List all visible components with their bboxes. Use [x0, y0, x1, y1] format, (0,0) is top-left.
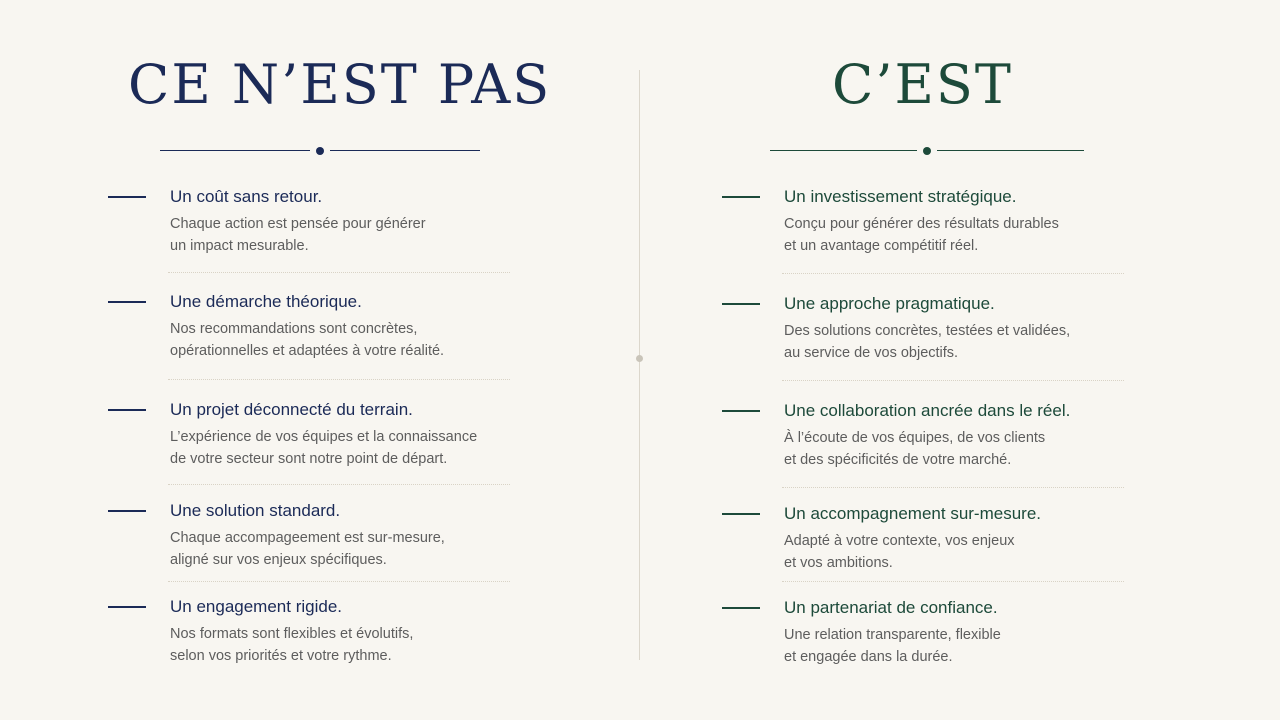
item-separator — [782, 273, 1124, 274]
item-description: Conçu pour générer des résultats durables et un avantage compétitif réel. — [784, 216, 1059, 254]
item-title: Un engagement rigide. — [170, 597, 343, 616]
dash-icon — [722, 513, 760, 515]
item-title: Une approche pragmatique. — [784, 294, 995, 313]
item-separator — [168, 379, 510, 380]
dash-icon — [108, 409, 146, 411]
item-separator — [168, 581, 510, 582]
dash-icon — [722, 196, 760, 198]
dash-icon — [108, 196, 146, 198]
dash-icon — [108, 606, 146, 608]
heading-is: C’EST — [832, 53, 1013, 116]
item-description: Chaque accompageement est sur-mesure, aligné sur vos enjeux spécifiques. — [170, 530, 445, 568]
item-title: Un accompagnement sur-mesure. — [784, 504, 1042, 523]
item-description: Une relation transparente, flexible et engagée dans la durée. — [784, 627, 1001, 665]
item-separator — [782, 380, 1124, 381]
item-title: Un partenariat de confiance. — [784, 598, 998, 617]
dash-icon — [108, 510, 146, 512]
divider-dot-icon — [636, 355, 643, 362]
item-separator — [782, 581, 1124, 582]
item-description: Des solutions concrètes, testées et validées, au service de vos objectifs. — [784, 323, 1071, 361]
center-divider — [639, 70, 640, 660]
item-title: Un investissement stratégique. — [784, 187, 1017, 206]
item-separator — [782, 487, 1124, 488]
dash-icon — [722, 303, 760, 305]
heading-not: CE N’EST PAS — [128, 53, 552, 116]
item-separator — [168, 484, 510, 485]
item-description: À l’écoute de vos équipes, de vos clients et des spécificités de votre marché. — [784, 430, 1046, 468]
item-description: Nos recommandations sont concrètes, opérationnelles et adaptées à votre réalité. — [170, 321, 445, 359]
item-title: Une collaboration ancrée dans le réel. — [784, 401, 1071, 420]
heading-ornament — [770, 145, 1084, 157]
item-title: Une solution standard. — [170, 501, 341, 520]
ornament-dot-icon — [923, 147, 931, 155]
dash-icon — [722, 607, 760, 609]
item-description: L’expérience de vos équipes et la connaissance de votre secteur sont notre point de départ. — [170, 429, 478, 467]
item-title: Une démarche théorique. — [170, 292, 362, 311]
item-title: Un projet déconnecté du terrain. — [170, 400, 413, 419]
item-description: Adapté à votre contexte, vos enjeux et vos ambitions. — [784, 533, 1015, 571]
item-description: Nos formats sont flexibles et évolutifs, selon vos priorités et votre rythme. — [170, 626, 414, 664]
item-description: Chaque action est pensée pour générer un impact mesurable. — [170, 216, 426, 254]
ornament-dot-icon — [316, 147, 324, 155]
heading-ornament — [160, 145, 480, 157]
dash-icon — [722, 410, 760, 412]
item-title: Un coût sans retour. — [170, 187, 323, 206]
dash-icon — [108, 301, 146, 303]
item-separator — [168, 272, 510, 273]
